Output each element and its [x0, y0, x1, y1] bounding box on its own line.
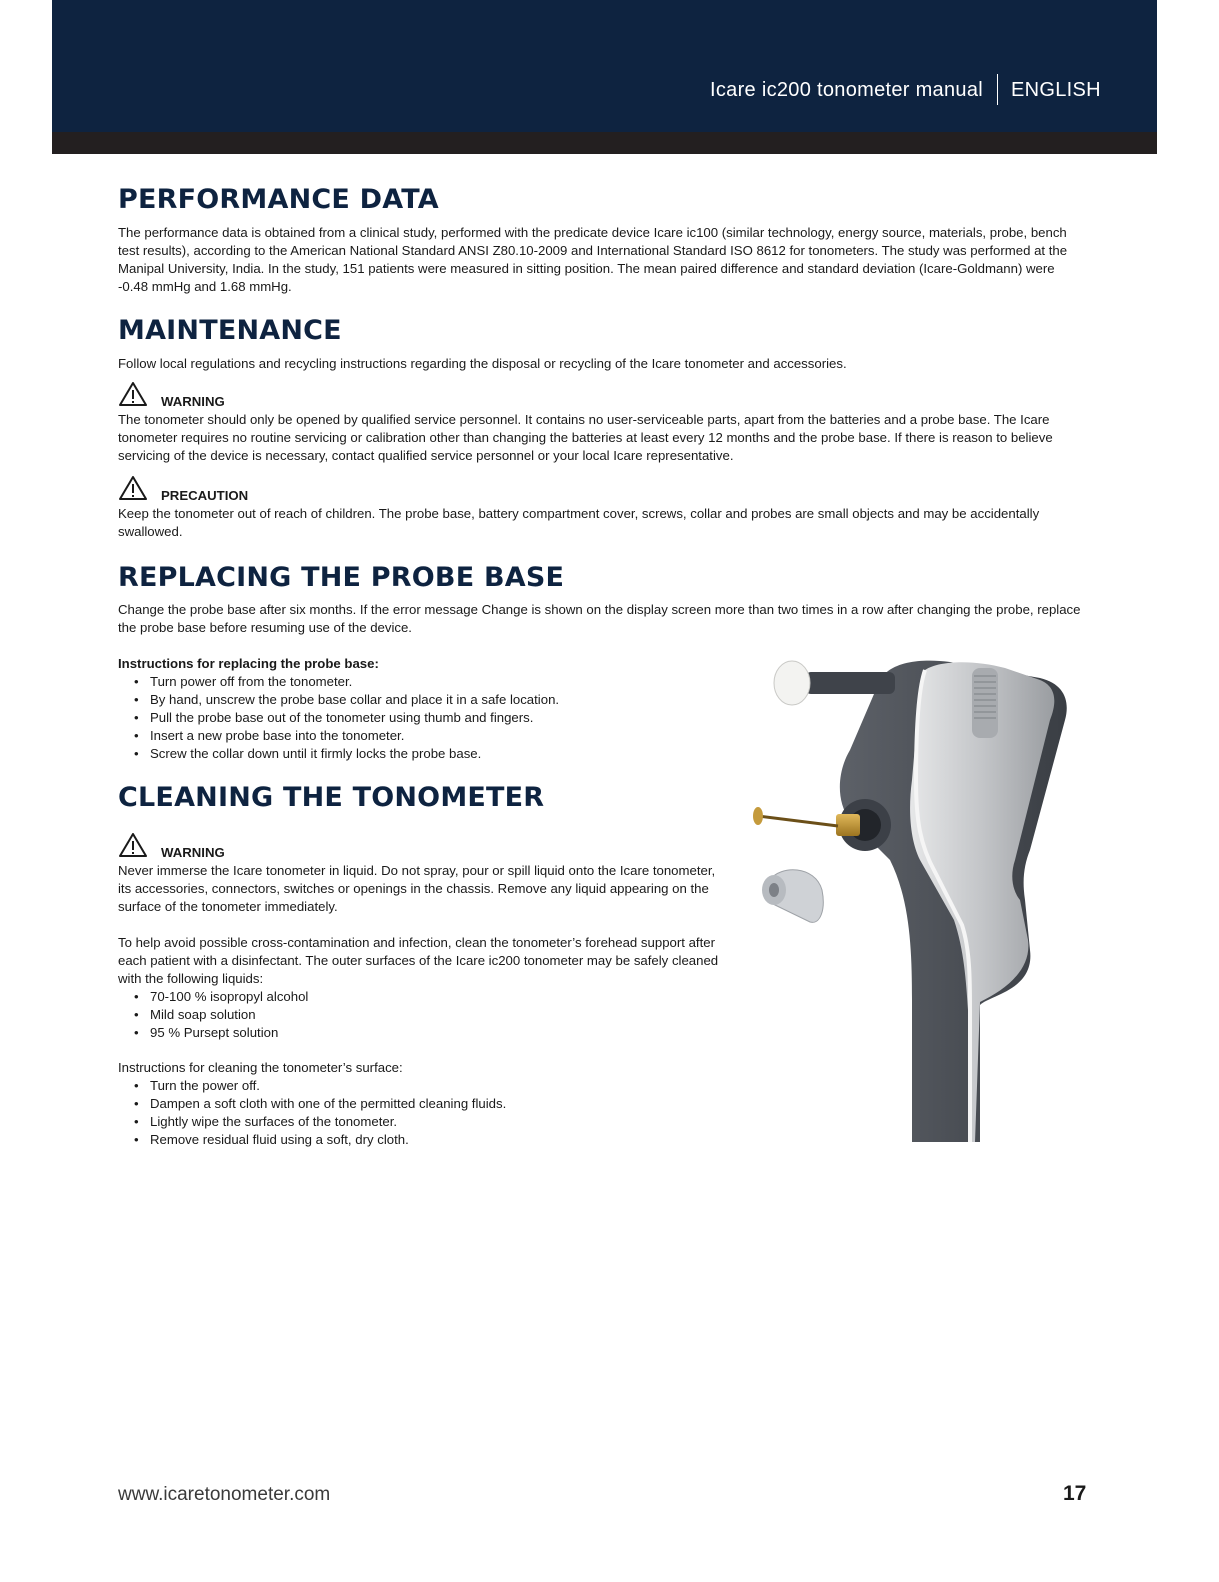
- tonometer-illustration: [740, 650, 1090, 1145]
- list-item: • 95 % Pursept solution: [118, 1024, 308, 1042]
- maintenance-heading: MAINTENANCE: [118, 315, 342, 346]
- cleaning-warning-icon: [118, 832, 148, 858]
- manual-title: Icare ic200 tonometer manual: [710, 79, 983, 101]
- footer-url[interactable]: www.icaretonometer.com: [118, 1484, 331, 1505]
- cleaning-liquids-list: [118, 988, 308, 1042]
- language-label: ENGLISH: [1011, 79, 1101, 101]
- cleaning-heading: CLEANING THE TONOMETER: [118, 782, 545, 813]
- performance-heading: PERFORMANCE DATA: [118, 184, 439, 215]
- list-item: • Remove residual fluid using a soft, dry cloth.: [118, 1131, 506, 1149]
- precaution-icon: [118, 475, 148, 501]
- replacing-steps-list: [118, 673, 559, 763]
- list-item: • Dampen a soft cloth with one of the permitted cleaning fluids.: [118, 1095, 506, 1113]
- performance-text: The performance data is obtained from a clinical study, performed with the predicate device Icare ic100 (similar technology, energy source, materials, probe, bench test results), according to the American National Standard ANSI Z80.10-2009 and International Standard ISO 8612 for tonometers. The study was performed at the Manipal University, India. In the study, 151 patients were measured in sitting position. The mean paired difference and standard deviation (Icare-Goldmann) were -0.48 mmHg and 1.68 mmHg.: [118, 225, 1068, 294]
- maintenance-text: Follow local regulations and recycling instructions regarding the disposal or recycling of the Icare tonometer and accessories.: [118, 356, 847, 371]
- precaution-label: PRECAUTION: [161, 488, 249, 503]
- replacing-instructions-title: Instructions for replacing the probe base:: [118, 656, 379, 671]
- cleaning-text: To help avoid possible cross-contamination and infection, clean the tonometer’s forehead support after each patient with a disinfectant. The outer surfaces of the Icare ic200 tonometer may be safely cleaned with the following liquids:: [118, 935, 719, 986]
- list-item: • By hand, unscrew the probe base collar and place it in a safe location.: [118, 691, 559, 709]
- list-item: • Lightly wipe the surfaces of the tonometer.: [118, 1113, 506, 1131]
- list-item: • Turn the power off.: [118, 1077, 506, 1095]
- cleaning-steps-list: [118, 1077, 506, 1149]
- list-item: • Mild soap solution: [118, 1006, 308, 1024]
- list-item: • Pull the probe base out of the tonometer using thumb and fingers.: [118, 709, 559, 727]
- header-strip: [52, 132, 1157, 154]
- page-header: [52, 0, 1157, 132]
- list-item: • Turn power off from the tonometer.: [118, 673, 559, 691]
- page-number: 17: [1063, 1482, 1087, 1505]
- cleaning-instructions-title: Instructions for cleaning the tonometer’s surface:: [118, 1060, 403, 1075]
- cleaning-warning-text: Never immerse the Icare tonometer in liquid. Do not spray, pour or spill liquid onto the Icare tonometer, its accessories, connectors, switches or openings in the chassis. Remove any liquid appearing on the surface of the tonometer immediately.: [118, 863, 716, 914]
- cleaning-warning-label: WARNING: [161, 845, 225, 860]
- maintenance-warning-label: WARNING: [161, 394, 225, 409]
- replacing-text: Change the probe base after six months. If the error message Change is shown on the display screen more than two times in a row after changing the probe, replace the probe base before resuming use of the device.: [118, 602, 1081, 635]
- maintenance-warning-text: The tonometer should only be opened by qualified service personnel. It contains no user-serviceable parts, apart from the batteries and a probe base. The Icare tonometer requires no routine servicing or calibration other than changing the batteries at least every 12 months and the probe base. If there is reason to believe servicing of the device is necessary, contact qualified service personnel or your local Icare representative.: [118, 412, 1053, 463]
- replacing-heading: REPLACING THE PROBE BASE: [118, 562, 565, 593]
- list-item: • Screw the collar down until it firmly locks the probe base.: [118, 745, 559, 763]
- precaution-text: Keep the tonometer out of reach of children. The probe base, battery compartment cover, screws, collar and probes are small objects and may be accidentally swallowed.: [118, 506, 1040, 539]
- list-item: • 70-100 % isopropyl alcohol: [118, 988, 308, 1006]
- warning-icon: [118, 381, 148, 407]
- header-divider: [997, 74, 998, 105]
- list-item: • Insert a new probe base into the tonometer.: [118, 727, 559, 745]
